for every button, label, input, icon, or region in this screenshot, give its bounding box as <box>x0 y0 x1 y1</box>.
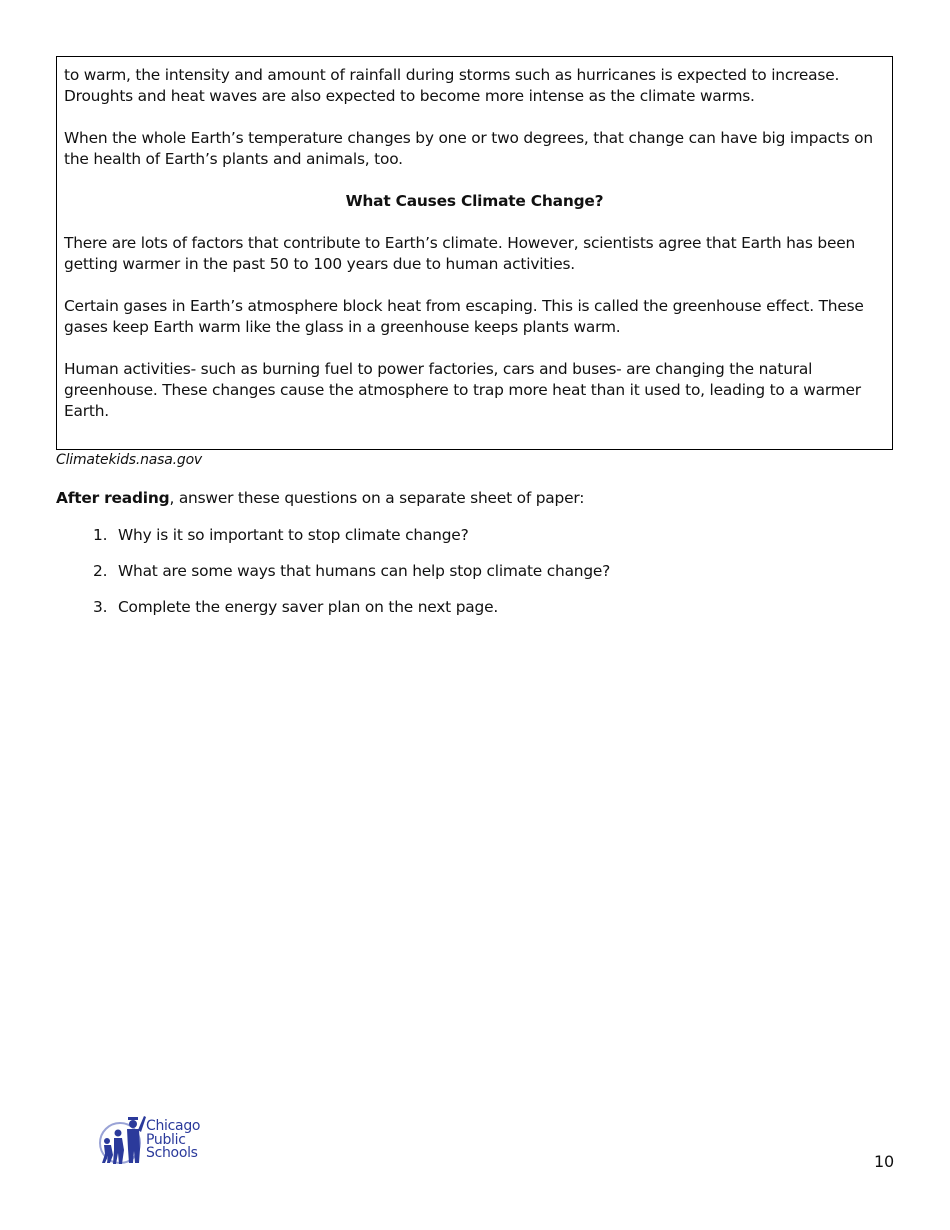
paragraph: Certain gases in Earth’s atmosphere block heat from escaping. This is called the greenhouse effect. These gases keep Earth warm like the glass in a greenhouse keeps plants warm. <box>64 297 864 336</box>
reading-passage-box <box>56 56 893 450</box>
instructions-bold: After reading <box>56 489 170 507</box>
section-heading: What Causes Climate Change? <box>345 192 604 210</box>
paragraph: to warm, the intensity and amount of rainfall during storms such as hurricanes is expected to increase. Droughts and heat waves are also expected to become more intense as the climate warms. <box>64 66 840 105</box>
instructions-text: , answer these questions on a separate sheet of paper: <box>169 489 585 507</box>
logo-line: Public <box>146 1131 186 1148</box>
paragraph: Human activities- such as burning fuel to power factories, cars and buses- are changing the natural greenhouse. These changes cause the atmosphere to trap more heat than it used to, leading to a warmer Earth. <box>64 360 861 420</box>
question-item: 1. Why is it so important to stop climate change? <box>112 525 610 546</box>
instructions <box>56 489 584 507</box>
paragraph: There are lots of factors that contribute to Earth’s climate. However, scientists agree that Earth has been getting warmer in the past 50 to 100 years due to human activities. <box>64 234 856 273</box>
students-silhouette-icon <box>98 1113 148 1168</box>
question-item: 2. What are some ways that humans can help stop climate change? <box>112 561 610 582</box>
page-number: 10 <box>874 1152 894 1171</box>
question-list <box>56 525 610 633</box>
paragraph: When the whole Earth’s temperature changes by one or two degrees, that change can have big impacts on the health of Earth’s plants and animals, too. <box>64 129 873 168</box>
logo-line: Chicago <box>146 1118 201 1134</box>
source-citation: Climatekids.nasa.gov <box>56 452 203 468</box>
cps-logo <box>98 1113 218 1168</box>
logo-line: Schools <box>146 1145 198 1161</box>
question-item: 3. Complete the energy saver plan on the next page. <box>112 597 610 618</box>
